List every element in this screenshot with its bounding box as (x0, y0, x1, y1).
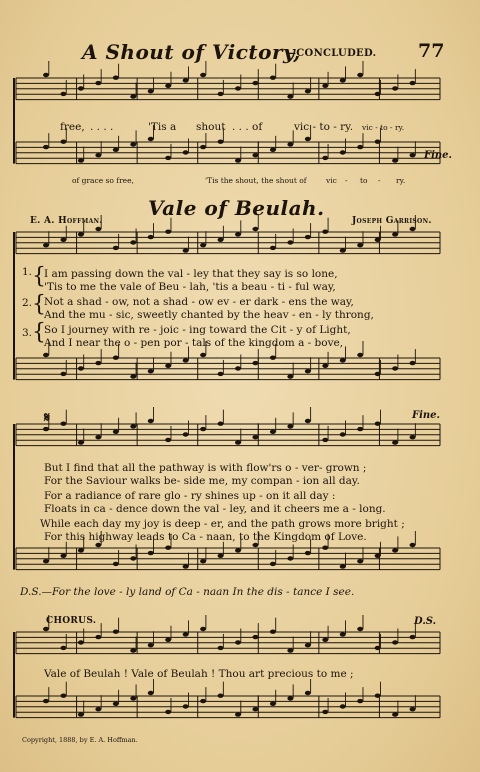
note-head (410, 153, 416, 157)
note-head (43, 627, 49, 631)
note-head (113, 76, 119, 80)
note-head (410, 81, 416, 85)
note-head (287, 94, 293, 98)
song-title: A Shout of Victory, (82, 40, 301, 64)
note-head (183, 248, 189, 252)
top-lower-lyric-left: of grace so free, (72, 176, 134, 185)
note-head (252, 81, 258, 85)
note-head (270, 76, 276, 80)
top-lyric-7: vic - to - ry. (362, 123, 405, 132)
note-head (165, 638, 171, 642)
note-head (375, 372, 381, 376)
note-head (322, 710, 328, 714)
note-head (287, 424, 293, 428)
verse-brace-2: { (32, 292, 46, 317)
top-lower-lyric-end-2: - (345, 176, 348, 185)
note-head (322, 230, 328, 234)
note-head (357, 73, 363, 77)
note-head (322, 546, 328, 550)
note-head (252, 227, 258, 231)
note-head (287, 556, 293, 560)
refrain-line-4: Floats in ca - dence down the val - ley, and it cheers me a - long. (44, 503, 386, 515)
note-head (148, 691, 154, 695)
verse-number-1: 1. (22, 266, 33, 278)
note-head (340, 248, 346, 252)
note-head (95, 543, 101, 547)
note-head (113, 430, 119, 434)
note-head (200, 145, 206, 149)
note-head (252, 361, 258, 365)
note-head (340, 564, 346, 568)
note-head (183, 632, 189, 636)
verse-2-line-1: Not a shad - ow, not a shad - ow ev - er dark - ens the way, (44, 296, 354, 308)
note-head (183, 704, 189, 708)
note-head (130, 374, 136, 378)
note-head (322, 438, 328, 442)
note-head (148, 137, 154, 141)
note-head (375, 92, 381, 96)
note-head (322, 638, 328, 642)
chorus-lyrics: Vale of Beulah ! Vale of Beulah ! Thou art precious to me ; (44, 668, 354, 680)
note-head (78, 86, 84, 90)
note-head (165, 84, 171, 88)
note-head (148, 89, 154, 93)
note-head (148, 551, 154, 555)
chorus-label: CHORUS. (46, 616, 97, 626)
note-head (130, 648, 136, 652)
note-head (305, 137, 311, 141)
fine-mark: Fine. (412, 410, 441, 421)
note-head (410, 435, 416, 439)
note-head (252, 435, 258, 439)
note-head (95, 81, 101, 85)
note-head (392, 640, 398, 644)
note-head (218, 694, 224, 698)
verse-number-3: 3. (22, 327, 33, 339)
note-head (113, 246, 119, 250)
note-head (357, 427, 363, 431)
top-lower-lyric-right: 'Tis the shout, the shout of (205, 176, 307, 185)
note-head (43, 559, 49, 563)
note-head (78, 712, 84, 716)
note-head (218, 554, 224, 558)
note-head (392, 366, 398, 370)
top-lower-lyric-end-4: - (378, 176, 381, 185)
verse-2-line-2: And the mu - sic, sweetly chanted by the heav - en - ly throng, (44, 309, 374, 321)
note-head (287, 696, 293, 700)
page-number: 77 (418, 40, 445, 62)
note-head (130, 142, 136, 146)
note-head (235, 440, 241, 444)
note-head (165, 546, 171, 550)
note-head (200, 699, 206, 703)
note-head (130, 556, 136, 560)
note-head (392, 232, 398, 236)
note-head (270, 356, 276, 360)
verse-1-line-2: 'Tis to me the vale of Beu - lah, 'tis a beau - ti - ful way, (44, 281, 336, 293)
note-head (305, 419, 311, 423)
note-head (78, 232, 84, 236)
note-head (200, 353, 206, 357)
note-head (130, 424, 136, 428)
note-head (357, 353, 363, 357)
note-head (252, 153, 258, 157)
note-head (200, 243, 206, 247)
note-head (218, 372, 224, 376)
note-head (392, 440, 398, 444)
note-head (218, 140, 224, 144)
note-head (130, 696, 136, 700)
note-head (78, 440, 84, 444)
title-suffix: —CONCLUDED. (286, 48, 377, 59)
note-head (113, 148, 119, 152)
note-head (357, 559, 363, 563)
note-head (270, 430, 276, 434)
note-head (252, 707, 258, 711)
note-head (95, 153, 101, 157)
note-head (200, 627, 206, 631)
note-head (113, 356, 119, 360)
note-head (218, 238, 224, 242)
note-head (218, 92, 224, 96)
note-head (270, 562, 276, 566)
note-head (95, 227, 101, 231)
note-head (357, 627, 363, 631)
note-head (340, 632, 346, 636)
composer: Joseph Garrison. (352, 216, 432, 226)
note-head (287, 240, 293, 244)
note-head (60, 422, 66, 426)
note-head (375, 646, 381, 650)
note-head (270, 630, 276, 634)
note-head (252, 635, 258, 639)
note-head (357, 145, 363, 149)
note-head (200, 559, 206, 563)
note-head (60, 554, 66, 558)
note-head (305, 369, 311, 373)
note-head (340, 150, 346, 154)
note-head (200, 73, 206, 77)
note-head (165, 438, 171, 442)
note-head (340, 704, 346, 708)
note-head (113, 562, 119, 566)
note-head (235, 548, 241, 552)
note-head (305, 235, 311, 239)
note-head (165, 230, 171, 234)
note-head (165, 710, 171, 714)
note-head (183, 150, 189, 154)
note-head (357, 699, 363, 703)
note-head (410, 543, 416, 547)
note-head (392, 86, 398, 90)
verse-number-2: 2. (22, 297, 33, 309)
note-head (43, 243, 49, 247)
verse-1-line-1: I am passing down the val - ley that they say is so lone, (44, 268, 338, 280)
top-lower-lyric-end-1: vic (326, 176, 337, 185)
note-head (235, 86, 241, 90)
verse-3-line-2: And I near the o - pen por - tals of the kingdom a - bove, (44, 337, 344, 349)
note-head (270, 148, 276, 152)
note-head (252, 543, 258, 547)
note-head (78, 366, 84, 370)
note-head (218, 422, 224, 426)
hymn-title: Vale of Beulah. (148, 196, 325, 220)
note-head (60, 372, 66, 376)
note-head (410, 635, 416, 639)
chorus-ds-mark: D.S. (414, 616, 437, 627)
ds-line: D.S.—For the love - ly land of Ca - naan In the dis - tance I see. (20, 586, 355, 598)
note-head (60, 238, 66, 242)
note-head (375, 238, 381, 242)
note-head (183, 564, 189, 568)
note-head (43, 427, 49, 431)
note-head (165, 364, 171, 368)
note-head (43, 73, 49, 77)
note-head (183, 358, 189, 362)
refrain-line-1: But I find that all the pathway is with flow'rs o - ver- grown ; (44, 462, 367, 474)
note-head (235, 640, 241, 644)
verse-3-line-1: So I journey with re - joic - ing toward the Cit - y of Light, (44, 324, 351, 336)
note-head (392, 158, 398, 162)
refrain-line-2: For the Saviour walks be- side me, my compan - ion all day. (44, 475, 360, 487)
note-head (410, 361, 416, 365)
note-head (322, 156, 328, 160)
lyricist: E. A. Hoffman. (30, 216, 103, 226)
segno-icon: 𝄋 (44, 410, 51, 426)
top-lyric-6: vic - to - ry. (294, 121, 354, 133)
note-head (410, 227, 416, 231)
note-head (78, 158, 84, 162)
note-head (340, 358, 346, 362)
note-head (340, 432, 346, 436)
note-head (60, 646, 66, 650)
top-lower-lyric-end-3: to (360, 176, 368, 185)
top-lower-lyric-end-5: ry. (396, 176, 406, 185)
note-head (375, 554, 381, 558)
note-head (148, 643, 154, 647)
note-head (305, 691, 311, 695)
note-head (95, 635, 101, 639)
verse-brace-3: { (32, 320, 46, 345)
note-head (270, 246, 276, 250)
note-head (113, 630, 119, 634)
copyright: Copyright, 1888, by E. A. Hoffman. (22, 736, 138, 744)
top-fine-mark: Fine. (424, 150, 453, 161)
note-head (322, 84, 328, 88)
note-head (183, 78, 189, 82)
note-head (340, 78, 346, 82)
note-head (305, 89, 311, 93)
note-head (235, 712, 241, 716)
note-head (235, 232, 241, 236)
note-head (392, 548, 398, 552)
note-head (287, 648, 293, 652)
refrain-line-3: For a radiance of rare glo - ry shines up - on it all day : (44, 490, 336, 502)
note-head (375, 140, 381, 144)
refrain-line-5: While each day my joy is deep - er, and the path grows more bright ; (40, 518, 405, 530)
note-head (410, 707, 416, 711)
top-lyric-2: . . . . (90, 121, 114, 133)
top-lyric-1: free, (60, 121, 85, 133)
note-head (60, 140, 66, 144)
top-lyric-5: . . . of (232, 121, 263, 133)
note-head (95, 707, 101, 711)
note-head (375, 422, 381, 426)
note-head (235, 158, 241, 162)
note-head (235, 366, 241, 370)
note-head (78, 548, 84, 552)
note-head (218, 646, 224, 650)
note-head (95, 361, 101, 365)
note-head (357, 243, 363, 247)
note-head (148, 369, 154, 373)
note-head (148, 235, 154, 239)
note-head (95, 435, 101, 439)
note-head (113, 702, 119, 706)
note-head (60, 694, 66, 698)
note-head (270, 702, 276, 706)
note-head (305, 643, 311, 647)
note-head (375, 694, 381, 698)
top-lyric-4: shout (196, 121, 226, 133)
note-head (200, 427, 206, 431)
note-head (78, 640, 84, 644)
note-head (305, 551, 311, 555)
note-head (322, 364, 328, 368)
top-lyric-3: 'Tis a (148, 121, 177, 133)
note-head (60, 92, 66, 96)
note-head (287, 374, 293, 378)
note-head (130, 240, 136, 244)
note-head (148, 419, 154, 423)
note-head (165, 156, 171, 160)
note-head (43, 699, 49, 703)
note-head (392, 712, 398, 716)
refrain-line-6: For this highway leads to Ca - naan, to the Kingdom of Love. (44, 531, 367, 543)
note-head (287, 142, 293, 146)
note-head (43, 353, 49, 357)
verse-brace-1: { (32, 264, 46, 289)
note-head (130, 94, 136, 98)
note-head (183, 432, 189, 436)
note-head (43, 145, 49, 149)
